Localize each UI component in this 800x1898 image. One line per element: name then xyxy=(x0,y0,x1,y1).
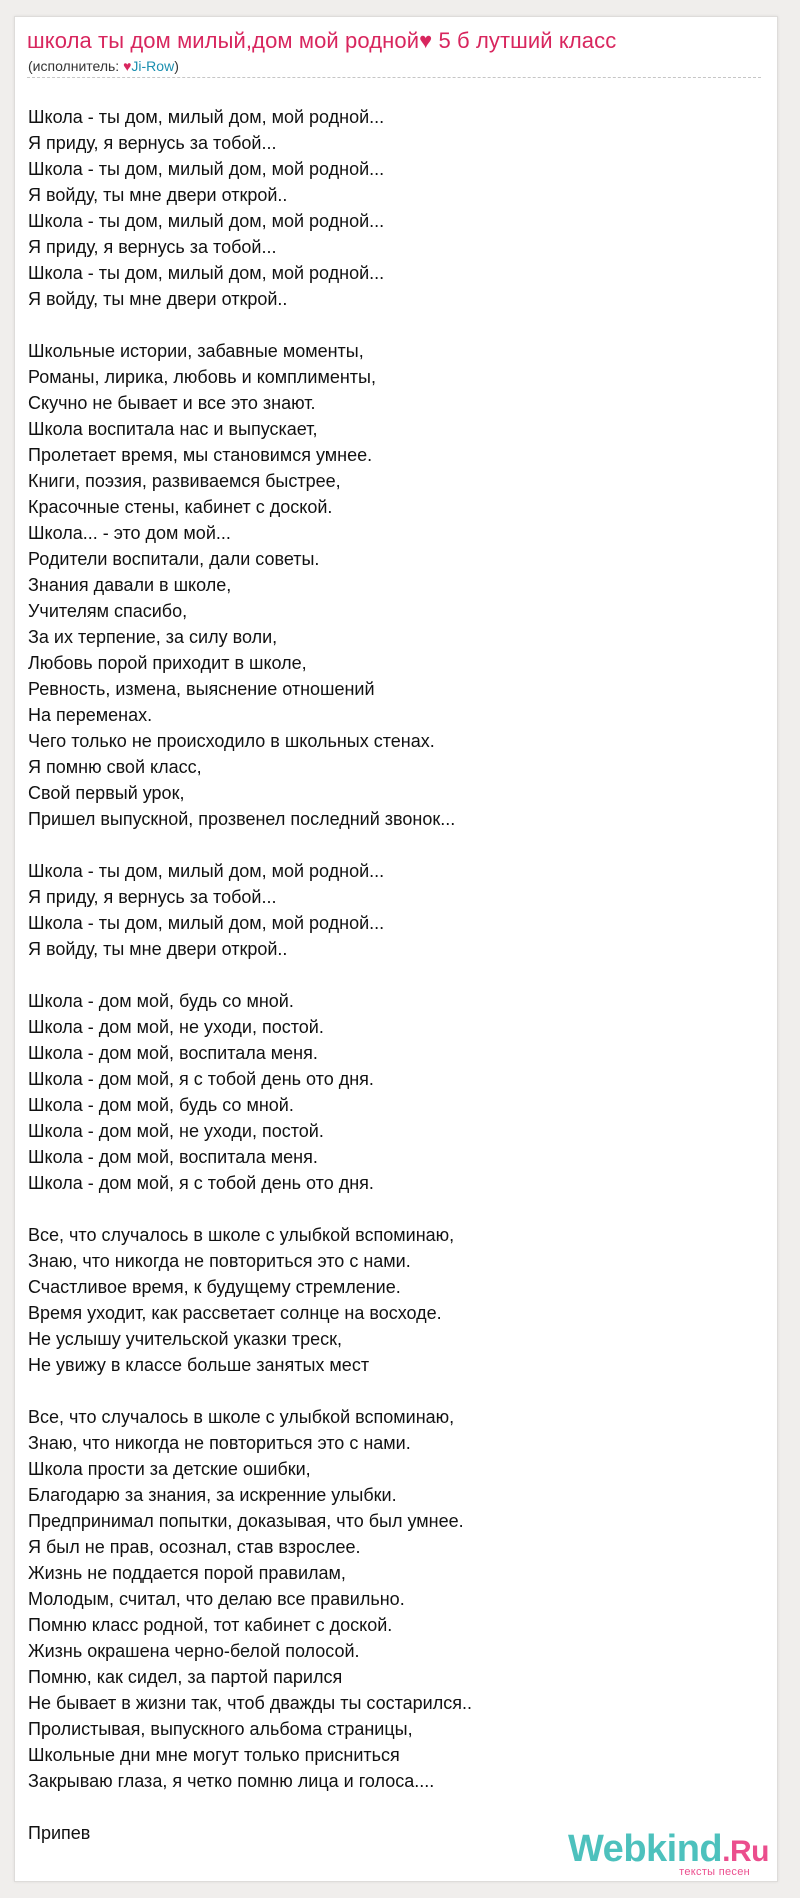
lyric-line: Школа - ты дом, милый дом, мой родной... xyxy=(28,913,385,933)
lyric-line: Молодым, считал, что делаю все правильно. xyxy=(28,1589,405,1609)
lyric-line: Свой первый урок, xyxy=(28,783,185,803)
lyric-line: Я помню свой класс, xyxy=(28,757,202,777)
lyric-line: Пришел выпускной, прозвенел последний звонок... xyxy=(28,809,456,829)
lyric-line: Я был не прав, осознал, став взрослее. xyxy=(28,1537,361,1557)
lyric-line: Пролистывая, выпускного альбома страницы, xyxy=(28,1719,413,1739)
artist-link[interactable] xyxy=(123,58,174,74)
lyric-line: Школа - дом мой, будь со мной. xyxy=(28,991,294,1011)
lyric-line: Школа - ты дом, милый дом, мой родной... xyxy=(28,211,385,231)
lyric-line: Школа - ты дом, милый дом, мой родной... xyxy=(28,263,385,283)
lyric-line: Ревность, измена, выяснение отношений xyxy=(28,679,375,699)
lyric-line: Школа... - это дом мой... xyxy=(28,523,231,543)
stanza-gap xyxy=(28,1794,758,1820)
lyric-line: Школа - ты дом, милый дом, мой родной... xyxy=(28,159,385,179)
lyric-line: Помню класс родной, тот кабинет с доской. xyxy=(28,1615,393,1635)
lyric-line: Знаю, что никогда не повториться это с нами. xyxy=(28,1251,411,1271)
artist-name: Ji-Row xyxy=(131,58,175,74)
lyric-line: Я приду, я вернусь за тобой... xyxy=(28,133,277,153)
lyric-line: Родители воспитали, дали советы. xyxy=(28,549,320,569)
lyric-line: Все, что случалось в школе с улыбкой вспоминаю, xyxy=(28,1407,455,1427)
lyric-line: Помню, как сидел, за партой парился xyxy=(28,1667,343,1687)
stanza-gap xyxy=(28,1378,758,1404)
lyric-line: Я войду, ты мне двери открой.. xyxy=(28,185,288,205)
lyric-line: Школьные дни мне могут только присниться xyxy=(28,1745,400,1765)
lyric-line: Любовь порой приходит в школе, xyxy=(28,653,307,673)
song-title: школа ты дом милый,дом мой родной♥ 5 б лутший класс xyxy=(27,28,617,53)
lyric-line: Знаю, что никогда не повториться это с нами. xyxy=(28,1433,411,1453)
lyric-line: Чего только не происходило в школьных стенах. xyxy=(28,731,435,751)
lyric-line: Предпринимал попытки, доказывая, что был умнее. xyxy=(28,1511,464,1531)
artist-line xyxy=(28,58,179,74)
lyric-line: Все, что случалось в школе с улыбкой вспоминаю, xyxy=(28,1225,455,1245)
lyric-line: Школа - дом мой, не уходи, постой. xyxy=(28,1121,324,1141)
lyric-line: Не бывает в жизни так, чтоб дважды ты состарился.. xyxy=(28,1693,472,1713)
lyric-line: Припев xyxy=(28,1823,91,1843)
lyric-line: Я войду, ты мне двери открой.. xyxy=(28,289,288,309)
stanza-gap xyxy=(28,832,758,858)
lyric-line: Учителям спасибо, xyxy=(28,601,188,621)
lyric-line: Благодарю за знания, за искренние улыбки. xyxy=(28,1485,397,1505)
lyric-line: Не увижу в классе больше занятых мест xyxy=(28,1355,370,1375)
lyric-line: Красочные стены, кабинет с доской. xyxy=(28,497,333,517)
lyric-line: Школа - дом мой, будь со мной. xyxy=(28,1095,294,1115)
lyric-line: Школа - дом мой, воспитала меня. xyxy=(28,1043,318,1063)
lyric-line: Счастливое время, к будущему стремление. xyxy=(28,1277,401,1297)
lyric-line: Школа воспитала нас и выпускает, xyxy=(28,419,318,439)
lyric-line: Школа - ты дом, милый дом, мой родной... xyxy=(28,107,385,127)
stanza-gap xyxy=(28,1196,758,1222)
lyric-line: Школа - дом мой, не уходи, постой. xyxy=(28,1017,324,1037)
lyrics-body xyxy=(28,104,758,1846)
lyric-line: Я приду, я вернусь за тобой... xyxy=(28,237,277,257)
artist-suffix: ) xyxy=(174,58,179,74)
stanza-gap xyxy=(28,312,758,338)
lyric-line: Пролетает время, мы становимся умнее. xyxy=(28,445,373,465)
watermark-logo xyxy=(568,1828,769,1871)
watermark-tld: .Ru xyxy=(722,1835,769,1868)
lyric-line: За их терпение, за силу воли, xyxy=(28,627,278,647)
lyric-line: Закрываю глаза, я четко помню лица и голоса.... xyxy=(28,1771,435,1791)
lyric-line: Я приду, я вернусь за тобой... xyxy=(28,887,277,907)
lyric-line: Школа прости за детские ошибки, xyxy=(28,1459,311,1479)
watermark-brand: Webkind xyxy=(568,1828,723,1870)
lyric-line: Жизнь не поддается порой правилам, xyxy=(28,1563,346,1583)
lyric-line: Книги, поэзия, развиваемся быстрее, xyxy=(28,471,341,491)
lyric-line: Школа - дом мой, я с тобой день ото дня. xyxy=(28,1173,374,1193)
lyric-line: Я войду, ты мне двери открой.. xyxy=(28,939,288,959)
artist-prefix: (исполнитель: xyxy=(28,58,124,74)
lyric-line: Школа - ты дом, милый дом, мой родной... xyxy=(28,861,385,881)
stanza-gap xyxy=(28,962,758,988)
lyric-line: Время уходит, как рассветает солнце на восходе. xyxy=(28,1303,442,1323)
watermark-tagline: тексты песен xyxy=(679,1866,750,1878)
lyric-line: Школа - дом мой, воспитала меня. xyxy=(28,1147,318,1167)
lyric-line: На переменах. xyxy=(28,705,153,725)
lyric-line: Жизнь окрашена черно-белой полосой. xyxy=(28,1641,360,1661)
lyric-line: Школьные истории, забавные моменты, xyxy=(28,341,364,361)
lyric-line: Знания давали в школе, xyxy=(28,575,232,595)
lyric-line: Романы, лирика, любовь и комплименты, xyxy=(28,367,376,387)
lyric-line: Скучно не бывает и все это знают. xyxy=(28,393,316,413)
lyric-line: Не услышу учительской указки треск, xyxy=(28,1329,343,1349)
lyric-line: Школа - дом мой, я с тобой день ото дня. xyxy=(28,1069,374,1089)
site-watermark xyxy=(568,1828,774,1878)
heart-icon: ♥ xyxy=(123,58,132,74)
header-divider xyxy=(27,77,761,78)
